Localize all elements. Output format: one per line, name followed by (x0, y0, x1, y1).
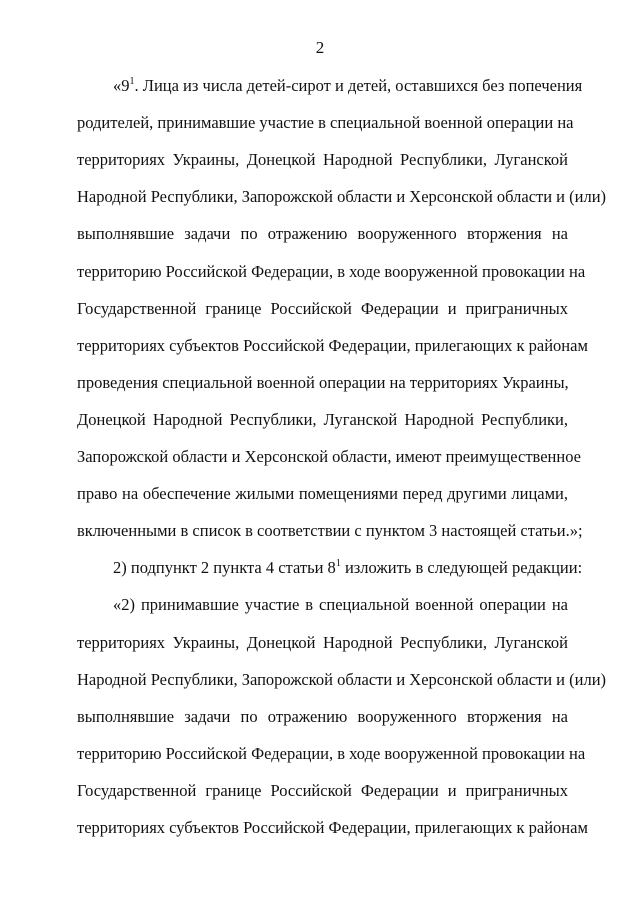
page-number: 2 (315, 38, 325, 57)
text-segment: . Лица из числа детей-сирот и детей, оставшихся без попечения (134, 76, 583, 95)
superscript: 1 (335, 558, 341, 570)
paragraph-line-13: включенными в список в соответствии с пунктом 3 настоящей статьи.»; (77, 521, 583, 541)
paragraph-line-4: Народной Республики, Запорожской области и Херсонской области и (или) (77, 187, 607, 207)
paragraph-line-5: выполнявшие задачи по отражению вооруженного вторжения на (77, 224, 568, 244)
paragraph-line-8: территориях субъектов Российской Федерации, прилегающих к районам (77, 335, 588, 355)
paragraph-line-20: Государственной границе Российской Федерации и приграничных (77, 780, 568, 800)
paragraph-line-14 (113, 558, 583, 578)
superscript: 1 (129, 76, 135, 87)
paragraph-line-19: территорию Российской Федерации, в ходе вооруженной провокации на (77, 743, 586, 763)
paragraph-line-7: Государственной границе Российской Федерации и приграничных (77, 298, 568, 318)
paragraph-line-9: проведения специальной военной операции на территориях Украины, (77, 372, 569, 392)
paragraph-line-11: Запорожской области и Херсонской области, имеют преимущественное (77, 447, 581, 466)
paragraph-line-3: территориях Украины, Донецкой Народной Республики, Луганской (77, 150, 568, 170)
paragraph-line-10: Донецкой Народной Республики, Луганской Народной Республики, (77, 409, 568, 429)
paragraph-line-1 (113, 76, 583, 96)
paragraph-line-17: Народной Республики, Запорожской области и Херсонской области и (или) (77, 669, 607, 689)
paragraph-line-21: территориях субъектов Российской Федерации, прилегающих к районам (77, 818, 588, 837)
paragraph-line-15: «2) принимавшие участие в специальной военной операции на (113, 595, 568, 615)
text-segment: 2) подпункт 2 пункта 4 статьи 8 (113, 558, 336, 578)
paragraph-line-18: выполнявшие задачи по отражению вооруженного вторжения на (77, 706, 568, 726)
paragraph-line-16: территориях Украины, Донецкой Народной Республики, Луганской (77, 632, 568, 652)
paragraph-line-2: родителей, принимавшие участие в специальной военной операции на (77, 113, 574, 133)
paragraph-line-12: право на обеспечение жилыми помещениями перед другими лицами, (77, 484, 568, 504)
paragraph-line-6: территорию Российской Федерации, в ходе вооруженной провокации на (77, 261, 586, 281)
text-segment: «9 (113, 76, 130, 95)
text-segment: изложить в следующей редакции: (340, 558, 583, 578)
